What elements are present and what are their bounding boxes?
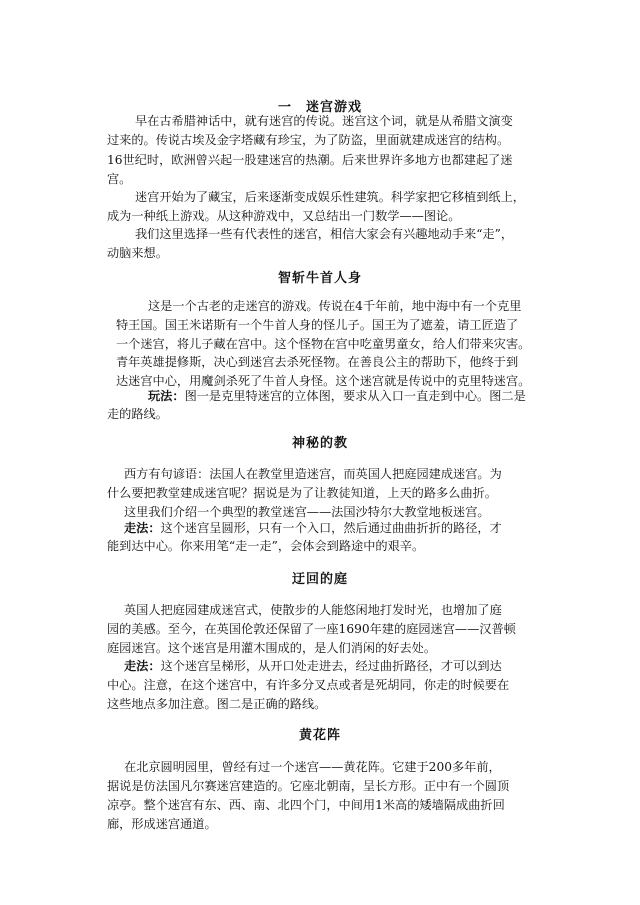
walk-label: 走法： — [124, 659, 161, 673]
paragraph-line: 英国人把庭园建成迷宫式，使散步的人能悠闲地打发时光，也增加了庭 — [124, 603, 502, 617]
paragraph-line: 迷宫开始为了藏宝，后来逐渐变成娱乐性建筑。科学家把它移植到纸上， — [135, 190, 525, 204]
section-title-garden: 迂回的庭 — [291, 572, 348, 587]
paragraph-line: 园的美感。至今，在英国伦敦还保留了一座1690年建的庭园迷宫——汉普顿 — [107, 622, 516, 636]
paragraph-line: 动脑来想。 — [107, 246, 168, 260]
paragraph-line: 一个迷宫，将儿子藏在宫中。这个怪物在宫中吃童男童女，给人们带来灾害。 — [116, 337, 531, 351]
section-title-maze-game: 一 迷宫游戏 — [277, 100, 362, 115]
paragraph-line: 西方有句谚语：法国人在教堂里造迷宫，而英国人把庭园建成迷宫。为 — [124, 467, 502, 481]
paragraph-line — [124, 657, 502, 677]
section-title-yellow-flower: 黄花阵 — [298, 728, 341, 743]
paragraph-line: 这些地点多加注意。图二是正确的路线。 — [107, 697, 327, 711]
paragraph-line: 什么要把教堂建成迷宫呢？据说是为了让教徒知道，上天的路多么曲折。 — [107, 486, 497, 500]
paragraph-line: 成为一种纸上游戏。从这种游戏中，又总结出一门数学——图论。 — [107, 209, 461, 223]
paragraph-line: 在北京圆明园里，曾经有过一个迷宫——黄花阵。它建于200多年前， — [124, 760, 501, 774]
walk-label: 走法： — [124, 521, 161, 535]
paragraph-line — [124, 519, 502, 539]
paragraph-line: 我们这里选择一些有代表性的迷宫，相信大家会有兴趣地动手来“走”， — [135, 227, 514, 241]
paragraph-line: 宫。 — [107, 172, 132, 186]
paragraph-line: 走的路线。 — [107, 407, 168, 421]
paragraph-line: 这里我们介绍一个典型的教堂迷宫——法国沙特尔大教堂地板迷宫。 — [124, 505, 490, 519]
paragraph-line: 中心。注意，在这个迷宫中，有许多分叉点或者是死胡同，你走的时候要在 — [107, 678, 510, 692]
paragraph-line: 早在古希腊神话中，就有迷宫的传说。迷宫这个词，就是从希腊文演变 — [135, 114, 513, 128]
paragraph-line: 廊，形成迷宫通道。 — [107, 817, 217, 831]
section-title-church: 神秘的教 — [291, 436, 348, 451]
play-label: 玩法： — [148, 389, 185, 403]
paragraph-line: 青年英雄提修斯，决心到迷宫去杀死怪物。在善良公主的帮助下，他终于到 — [116, 355, 519, 369]
paragraph-line: 凉亭。整个迷宫有东、西、南、北四个门，中间用1米高的矮墙隔成曲折回 — [107, 798, 505, 812]
walk-text: 这个迷宫呈梯形，从开口处走进去，经过曲折路径，才可以到达 — [160, 659, 502, 673]
walk-text: 这个迷宫呈圆形，只有一个入口，然后通过曲曲折折的路径，才 — [160, 521, 502, 535]
paragraph-line: 16世纪时，欧洲曾兴起一股建迷宫的热潮。后来世界许多地方也都建起了迷 — [107, 153, 513, 167]
paragraph-line — [148, 387, 526, 407]
paragraph-line: 据说是仿法国凡尔赛迷宫建造的。它座北朝南，呈长方形。正中有一个圆顶 — [107, 779, 510, 793]
paragraph-line: 能到达中心。你来用笔“走一走”，会体会到路途中的艰辛。 — [107, 539, 425, 553]
paragraph-line: 这是一个古老的走迷宫的游戏。传说在4千年前，地中海中有一个克里 — [148, 299, 522, 313]
play-text: 图一是克里特迷宫的立体图，要求从入口一直走到中心。图二是 — [184, 389, 526, 403]
paragraph-line: 达迷宫中心，用魔剑杀死了牛首人身怪。这个迷宫就是传说中的克里特迷宫。 — [116, 374, 531, 388]
paragraph-line: 庭园迷宫。这个迷宫是用灌木围成的，是人们消闲的好去处。 — [107, 641, 437, 655]
section-title-minotaur: 智斩牛首人身 — [277, 271, 362, 286]
paragraph-line: 特王国。国王米诺斯有一个牛首人身的怪儿子。国王为了遮羞，请工匠造了 — [116, 318, 519, 332]
paragraph-line: 过来的。传说古埃及金字塔藏有珍宝，为了防盗，里面就建成迷宫的结构。 — [107, 133, 510, 147]
